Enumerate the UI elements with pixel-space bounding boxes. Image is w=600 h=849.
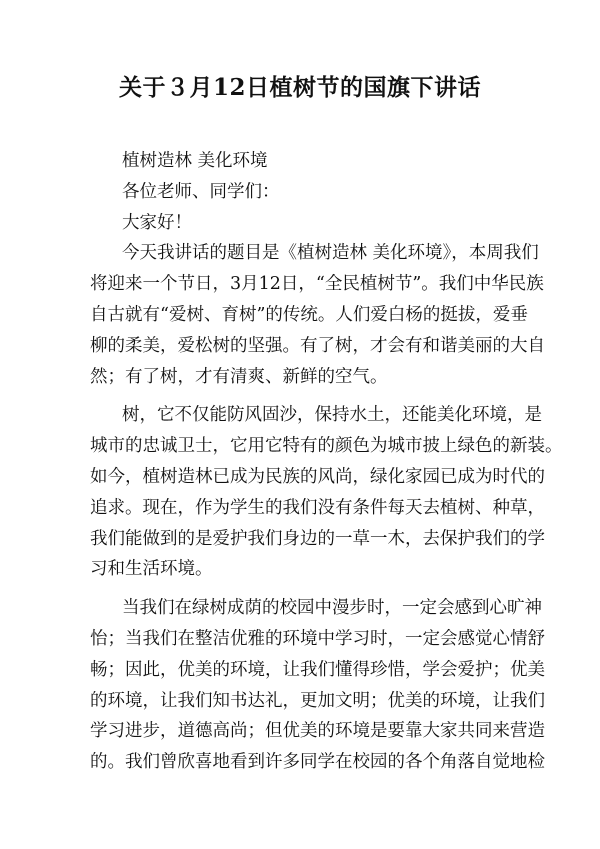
paragraph-3-line-6: 的。我们曾欣喜地看到许多同学在校园的各个角落自觉地检 [90,752,545,773]
paragraph-2-line-3: 如今，植树造林已成为民族的风尚，绿化家园已成为时代的 [90,466,545,487]
paragraph-gap [90,392,520,400]
paragraph-1-line-2: 将迎来一个节日，3月12日，“全民植树节”。我们中华民族 [90,274,544,295]
paragraph-3-line-1: 当我们在绿树成荫的校园中漫步时，一定会感到心旷神 [122,598,542,619]
paragraph-1-line-1: 今天我讲话的题目是《植树造林 美化环境》，本周我们 [122,243,539,264]
paragraph-1-line-4: 柳的柔美，爱松树的坚强。有了树，才会有和谐美丽的大自 [90,335,545,356]
paragraph-3-line-3: 畅；因此，优美的环境，让我们懂得珍惜，学会爱护；优美 [90,659,545,680]
subtitle-line: 植树造林 美化环境 [122,151,268,171]
paragraph-1-line-3: 自古就有“爱树、育树”的传统。人们爱白杨的挺拔，爱垂 [90,304,528,325]
paragraph-2-line-2: 城市的忠诚卫士，它用它特有的颜色为城市披上绿色的新装。 [90,436,563,457]
paragraph-1-line-5: 然；有了树，才有清爽、新鲜的空气。 [90,366,388,387]
paragraph-2-line-1: 树，它不仅能防风固沙，保持水土，还能美化环境，是 [122,405,542,426]
paragraph-gap [90,585,520,593]
paragraph-3-line-2: 怡；当我们在整洁优雅的环境中学习时，一定会感觉心情舒 [90,628,545,649]
paragraph-2-line-4: 追求。现在，作为学生的我们没有条件每天去植树、种草， [90,497,545,518]
paragraph-3-line-4: 的环境，让我们知书达礼，更加文明；优美的环境，让我们 [90,690,545,711]
paragraph-3-line-5: 学习进步，道德高尚；但优美的环境是要靠大家共同来营造 [90,721,545,742]
paragraph-2-line-6: 习和生活环境。 [90,559,213,580]
greeting-line: 各位老师、同学们： [122,181,280,202]
speech-body [90,146,563,778]
page-title: 关于３月12日植树节的国旗下讲话 [118,74,481,101]
paragraph-2-line-5: 我们能做到的是爱护我们身边的一草一木，去保护我们的学 [90,528,545,549]
salutation-line: 大家好！ [122,212,192,233]
